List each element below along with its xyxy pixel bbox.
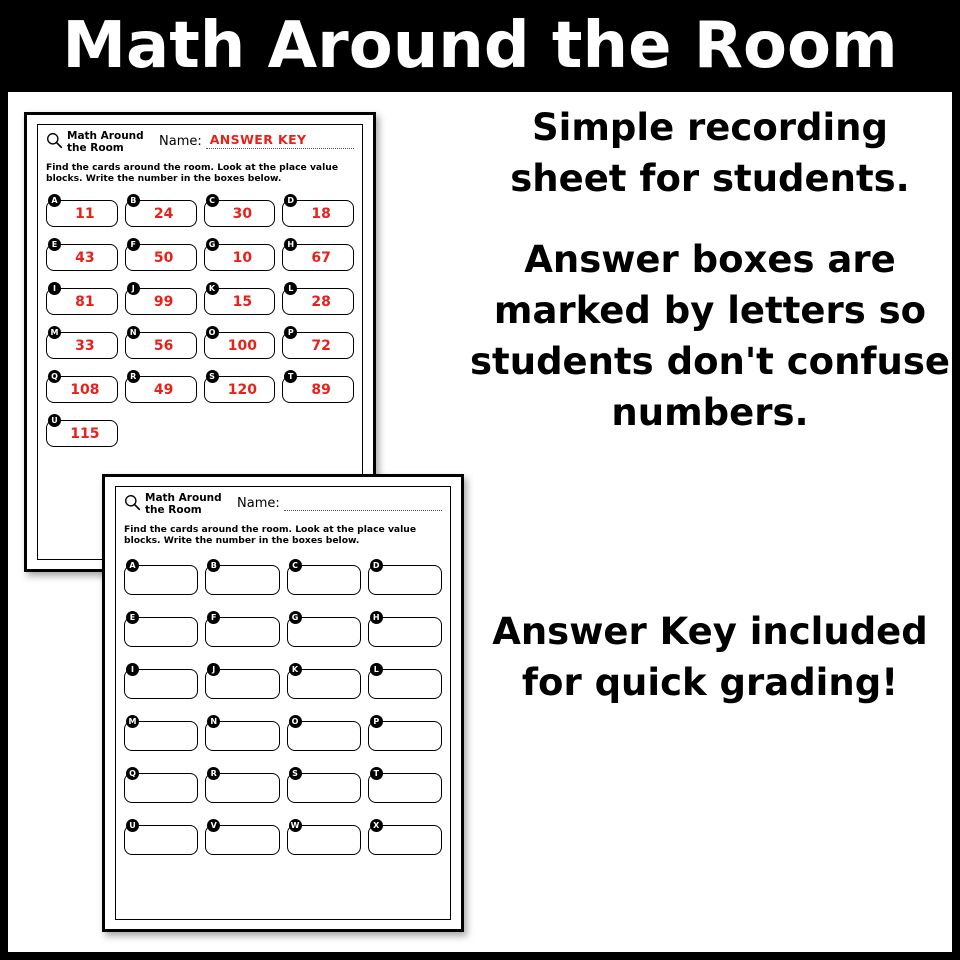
answer-cell[interactable] <box>124 611 198 647</box>
answer-value: 33 <box>75 337 95 354</box>
answer-cell[interactable] <box>204 194 276 227</box>
cell-letter-badge: U <box>48 414 61 427</box>
answer-value: 50 <box>153 249 174 266</box>
cell-letter-badge: G <box>289 611 302 624</box>
answer-value: 120 <box>227 381 257 398</box>
name-input-line[interactable] <box>284 495 442 511</box>
answer-cell[interactable] <box>204 326 276 359</box>
worksheet-header <box>46 131 354 155</box>
cell-letter-badge: H <box>370 611 383 624</box>
page-title: Math Around the Room <box>62 9 898 83</box>
cell-letter-badge: P <box>284 326 297 339</box>
answer-cell[interactable] <box>204 282 276 315</box>
answer-cell[interactable] <box>368 715 442 751</box>
cell-letter-badge: B <box>207 559 220 572</box>
cell-letter-badge: S <box>206 370 219 383</box>
cell-letter-badge: F <box>207 611 220 624</box>
answer-cell[interactable] <box>46 194 118 227</box>
answer-cell[interactable] <box>282 194 354 227</box>
worksheet-directions: Find the cards around the room. Look at the place value blocks. Write the number in the boxes below. <box>46 161 339 185</box>
promo-column <box>468 102 952 738</box>
answer-cell[interactable] <box>125 194 197 227</box>
answer-cell[interactable] <box>282 370 354 403</box>
worksheet-title-line2: the Room <box>145 503 202 516</box>
answer-cell[interactable] <box>125 370 197 403</box>
answer-cell[interactable] <box>205 559 279 595</box>
content-area <box>8 92 952 952</box>
cell-letter-badge: J <box>207 663 220 676</box>
cell-letter-badge: L <box>370 663 383 676</box>
cell-letter-badge: F <box>127 238 140 251</box>
answer-cell[interactable] <box>368 767 442 803</box>
answer-grid-blank <box>124 559 442 855</box>
answer-value: 115 <box>70 425 100 442</box>
worksheet-directions: Find the cards around the room. Look at the place value blocks. Write the number in the boxes below. <box>124 523 417 547</box>
answer-value: 15 <box>232 293 253 310</box>
cell-letter-badge: J <box>127 282 140 295</box>
answer-cell[interactable] <box>204 238 276 271</box>
magnifier-icon <box>124 494 141 511</box>
worksheet-title <box>145 493 233 517</box>
answer-cell[interactable] <box>287 767 361 803</box>
name-label: Name: <box>237 496 280 511</box>
answer-cell[interactable] <box>124 767 198 803</box>
title-banner <box>0 0 960 92</box>
cell-letter-badge: I <box>48 282 61 295</box>
answer-cell[interactable] <box>125 282 197 315</box>
cell-letter-badge: W <box>289 819 302 832</box>
cell-letter-badge: I <box>126 663 139 676</box>
worksheet-title <box>67 131 155 155</box>
answer-value: 89 <box>311 381 331 398</box>
answer-cell[interactable] <box>124 819 198 855</box>
cell-letter-badge: G <box>206 238 219 251</box>
answer-value: 11 <box>75 205 95 222</box>
name-field-group <box>237 493 442 511</box>
cell-letter-badge: U <box>126 819 139 832</box>
answer-value: 30 <box>232 205 253 222</box>
cell-letter-badge: L <box>284 282 297 295</box>
cell-letter-badge: O <box>206 326 219 339</box>
answer-cell[interactable] <box>46 326 118 359</box>
cell-letter-badge: R <box>207 767 220 780</box>
worksheet-blank[interactable] <box>102 474 464 932</box>
cell-letter-badge: K <box>206 282 219 295</box>
promo-text-2: Answer boxes are marked by letters so students don't confuse numbers. <box>470 238 950 435</box>
answer-cell[interactable] <box>205 663 279 699</box>
cell-letter-badge: B <box>127 194 140 207</box>
answer-cell[interactable] <box>287 559 361 595</box>
answer-value: 81 <box>75 293 95 310</box>
cell-letter-badge: H <box>284 238 297 251</box>
worksheet-blank-inner <box>115 486 451 920</box>
cell-letter-badge: A <box>48 194 61 207</box>
answer-grid-key <box>46 194 354 447</box>
answer-cell[interactable] <box>282 282 354 315</box>
name-input-line[interactable] <box>206 133 354 149</box>
answer-value: 108 <box>70 381 100 398</box>
answer-cell[interactable] <box>46 414 118 447</box>
answer-cell[interactable] <box>125 238 197 271</box>
cell-letter-badge: R <box>127 370 140 383</box>
answer-cell[interactable] <box>287 819 361 855</box>
answer-cell[interactable] <box>46 238 118 271</box>
answer-cell[interactable] <box>205 611 279 647</box>
cell-letter-badge: N <box>127 326 140 339</box>
answer-cell[interactable] <box>124 715 198 751</box>
cell-letter-badge: O <box>289 715 302 728</box>
answer-value: 43 <box>75 249 95 266</box>
magnifier-icon <box>46 132 63 149</box>
answer-cell[interactable] <box>368 663 442 699</box>
answer-cell[interactable] <box>287 715 361 751</box>
answer-cell[interactable] <box>205 819 279 855</box>
worksheet-title-line2: the Room <box>67 141 124 154</box>
cell-letter-badge: Q <box>126 767 139 780</box>
cell-letter-badge: T <box>370 767 383 780</box>
answer-value: 10 <box>232 249 253 266</box>
answer-cell[interactable] <box>368 819 442 855</box>
answer-cell[interactable] <box>46 370 118 403</box>
promo-text-1: Simple recording sheet for students. <box>510 106 910 201</box>
answer-cell[interactable] <box>205 767 279 803</box>
answer-cell[interactable] <box>287 663 361 699</box>
promo-text-3: Answer Key included for quick grading! <box>492 610 928 705</box>
answer-cell[interactable] <box>368 611 442 647</box>
answer-cell[interactable] <box>125 326 197 359</box>
cell-letter-badge: N <box>207 715 220 728</box>
answer-value: 24 <box>153 205 174 222</box>
cell-letter-badge: T <box>284 370 297 383</box>
answer-value: 99 <box>153 293 174 310</box>
answer-cell[interactable] <box>282 326 354 359</box>
cell-letter-badge: E <box>48 238 61 251</box>
cell-letter-badge: S <box>289 767 302 780</box>
answer-cell[interactable] <box>124 663 198 699</box>
answer-value: 100 <box>227 337 257 354</box>
cell-letter-badge: M <box>126 715 139 728</box>
worksheet-header <box>124 493 442 517</box>
cell-letter-badge: E <box>126 611 139 624</box>
answer-key-stamp: ANSWER KEY <box>209 132 307 147</box>
cell-letter-badge: C <box>206 194 219 207</box>
answer-cell[interactable] <box>205 715 279 751</box>
cell-letter-badge: C <box>289 559 302 572</box>
answer-cell[interactable] <box>46 282 118 315</box>
cell-letter-badge: X <box>370 819 383 832</box>
answer-value: 72 <box>311 337 331 354</box>
name-field-group <box>159 131 354 149</box>
cell-letter-badge: V <box>207 819 220 832</box>
answer-value: 49 <box>153 381 174 398</box>
answer-value: 28 <box>311 293 331 310</box>
answer-cell[interactable] <box>368 559 442 595</box>
answer-value: 67 <box>311 249 331 266</box>
answer-cell[interactable] <box>204 370 276 403</box>
cell-letter-badge: K <box>289 663 302 676</box>
cell-letter-badge: Q <box>48 370 61 383</box>
answer-cell[interactable] <box>282 238 354 271</box>
cell-letter-badge: P <box>370 715 383 728</box>
worksheet-title-line1: Math Around <box>67 130 144 142</box>
answer-value: 56 <box>153 337 174 354</box>
name-label: Name: <box>159 134 202 149</box>
worksheet-title-line1: Math Around <box>145 492 222 504</box>
answer-cell[interactable] <box>124 559 198 595</box>
cell-letter-badge: M <box>48 326 61 339</box>
cell-letter-badge: D <box>370 559 383 572</box>
cell-letter-badge: D <box>284 194 297 207</box>
cell-letter-badge: A <box>126 559 139 572</box>
answer-cell[interactable] <box>287 611 361 647</box>
answer-value: 18 <box>311 205 331 222</box>
